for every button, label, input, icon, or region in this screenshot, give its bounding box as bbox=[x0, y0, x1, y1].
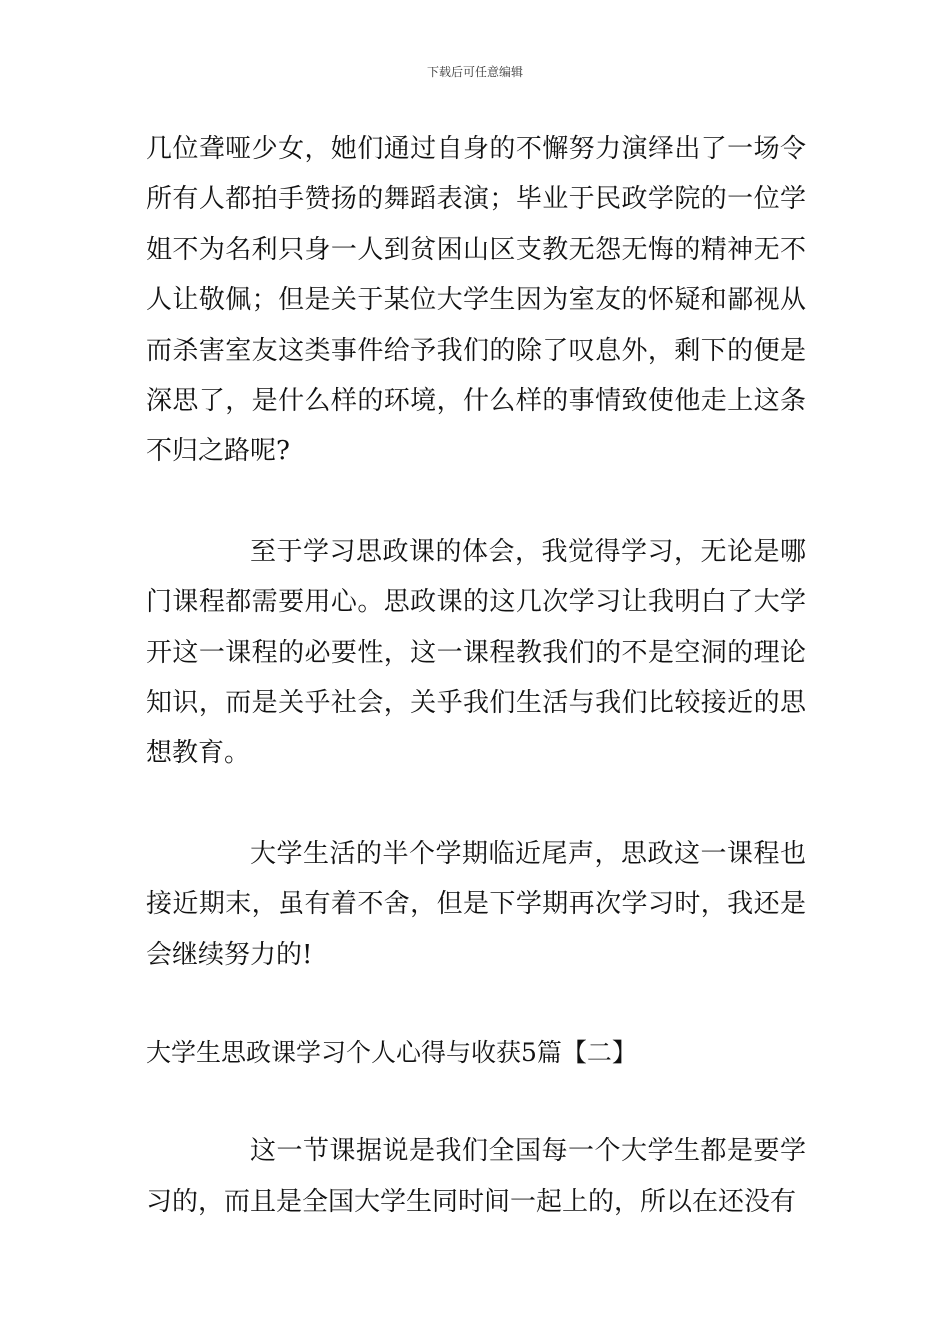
paragraph-3: 大学生活的半个学期临近尾声，思政这一课程也接近期末，虽有着不舍，但是下学期再次学习时，我还是会继续努力的! bbox=[146, 838, 806, 970]
section-heading: 大学生思政课学习个人心得与收获5篇【二】 bbox=[146, 1038, 637, 1068]
paragraph-spacer bbox=[146, 477, 806, 527]
paragraph-spacer bbox=[146, 779, 806, 829]
paragraph-spacer bbox=[146, 980, 806, 1028]
document-body bbox=[146, 124, 806, 1227]
paragraph-1: 几位聋哑少女，她们通过自身的不懈努力演绎出了一场令所有人都拍手赞扬的舞蹈表演；毕业于民政学院的一位学姐不为名利只身一人到贫困山区支教无怨无悔的精神无不人让敬佩；但是关于某位大学生因为室友的怀疑和鄙视从而杀害室友这类事件给予我们的除了叹息外，剩下的便是深思了，是什么样的环境，什么样的事情致使他走上这条不归之路呢? bbox=[146, 134, 806, 467]
paragraph-spacer bbox=[146, 1078, 806, 1126]
paragraph-2: 至于学习思政课的体会，我觉得学习，无论是哪门课程都需要用心。思政课的这几次学习让我明白了大学开这一课程的必要性，这一课程教我们的不是空洞的理论知识，而是关乎社会，关乎我们生活与我们比较接近的思想教育。 bbox=[146, 536, 806, 769]
page-header: 下载后可任意编辑 bbox=[426, 65, 523, 79]
paragraph-4: 这一节课据说是我们全国每一个大学生都是要学习的，而且是全国大学生同时间一起上的，所以在还没有 bbox=[146, 1136, 806, 1217]
